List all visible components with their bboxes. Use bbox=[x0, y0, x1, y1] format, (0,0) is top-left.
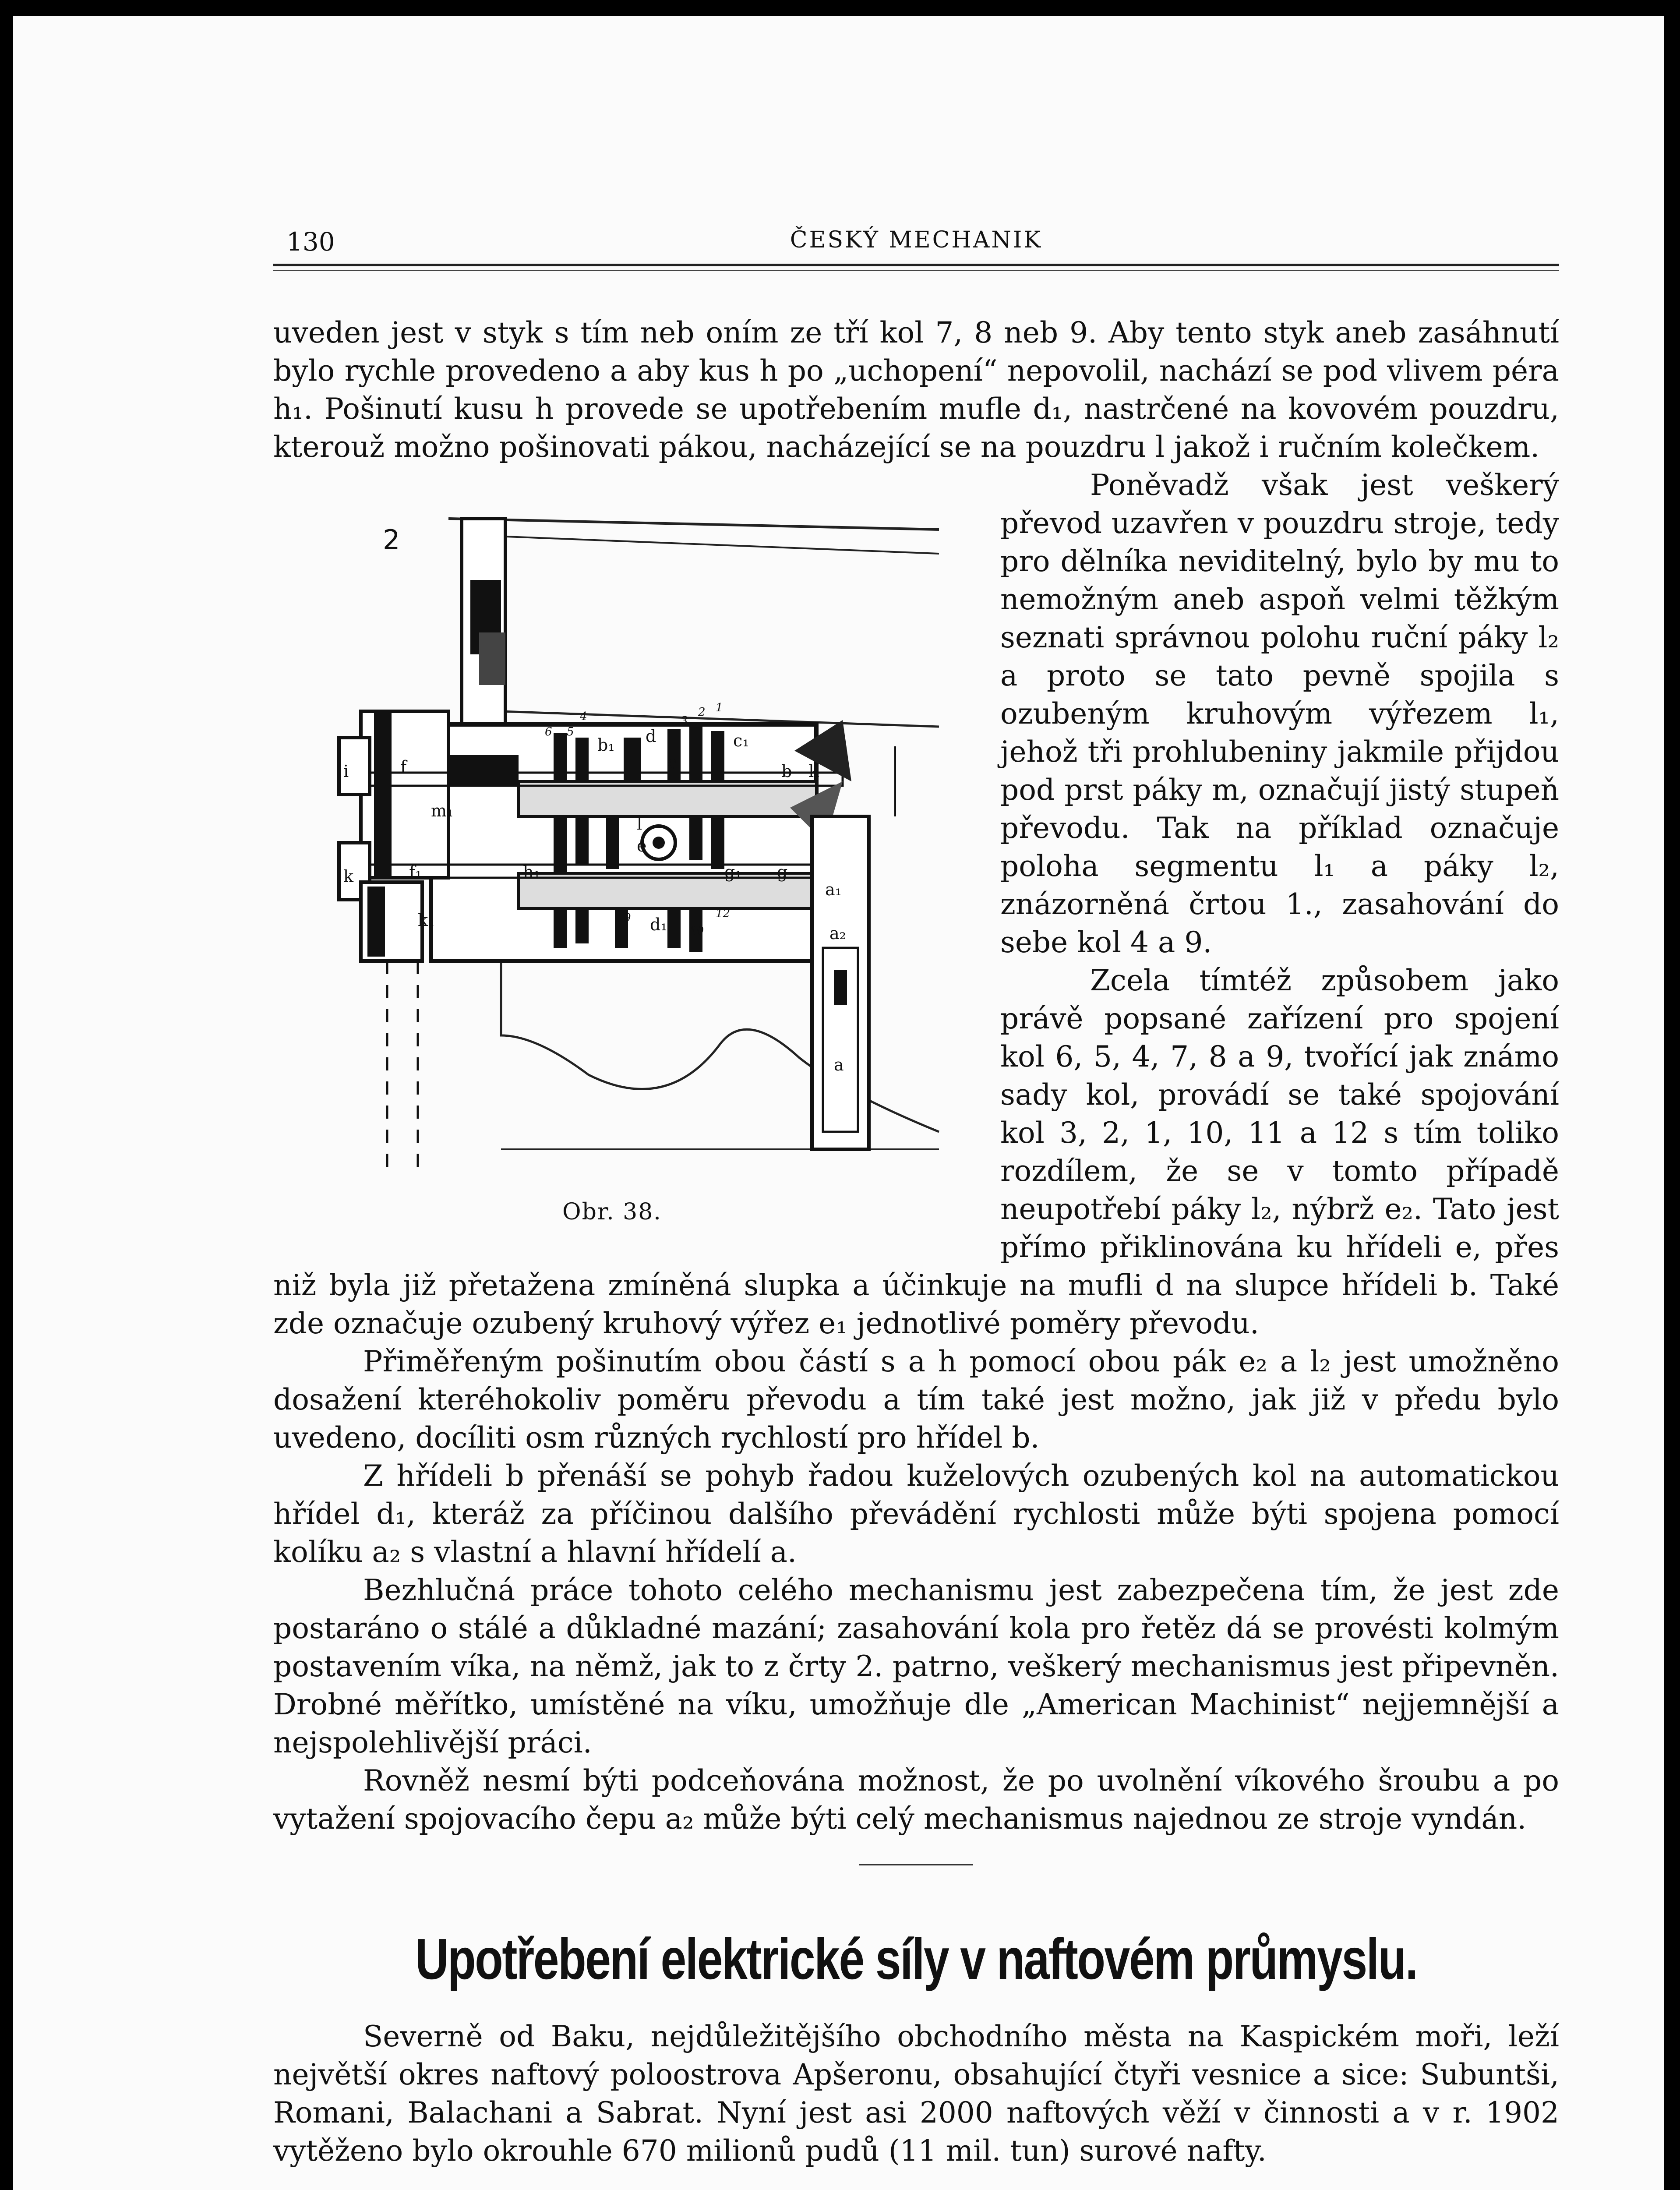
label-12: 12 bbox=[716, 907, 731, 920]
header-rule-thin bbox=[273, 270, 1559, 271]
label-a1: a₁ bbox=[825, 880, 842, 899]
paragraph-3: Zcela tímtéž způsobem jako právě popsané zařízení pro spojení kol 6, 5, 4, 7, 8 a 9, tvořící jak známo sady kol, provádí se také spojování kol 3, 2, 1, 10, 11 a 12 s tím toliko rozdílem, že se v tomto případě neupotřebí páky l₂, nýbrž e₂. Tato jest přímo přiklinována ku hřídeli e, přes niž byla již přetažena zmíněná slupka a účinkuje na mufli d na slupce hřídeli b. Také zde označuje ozubený kruhový výřez e₁ jednotlivé poměry převodu. bbox=[273, 964, 1559, 1340]
paragraph-1: uveden jest v styk s tím neb oním ze tří kol 7, 8 neb 9. Aby tento styk aneb zasáhnutí bylo rychle provedeno a aby kus h po „uchopení“ nepovolil, nachází se pod vlivem péra h₁. Pošinutí kusu h provede se upotřebením mufle d₁, nastrčené na kovovém pouzdru, kterouž možno pošinovati pákou, nacházející se na pouzdru l jakož i ručním kolečkem. bbox=[273, 316, 1559, 464]
label-g: g bbox=[777, 862, 788, 882]
label-6: 6 bbox=[545, 725, 552, 738]
label-d: d bbox=[646, 727, 656, 746]
label-10: 10 bbox=[689, 925, 704, 938]
label-1: 1 bbox=[716, 701, 723, 714]
figure-caption: Obr. 38. bbox=[562, 1199, 662, 1225]
section-separator bbox=[859, 1864, 973, 1865]
figure-number: 2 bbox=[383, 524, 400, 556]
label-i: i bbox=[343, 762, 349, 781]
machine-drawing bbox=[273, 466, 983, 1202]
label-d1: d₁ bbox=[650, 915, 667, 934]
label-e: e bbox=[637, 836, 647, 855]
paragraph-2: Poněvadž však jest veškerý převod uzavřen v pouzdru stroje, tedy pro dělníka neviditelný, bylo by mu to nemožným aneb aspoň velmi těžkým seznati správnou polohu ruční páky l₂ a proto se tato pevně spojila s ozubeným kruhovým výřezem l₁, jehož tři prohlubeniny jakmile přijdou pod prst páky m, označují jistý stupeň převodu. Tak na příklad označuje poloha segmentu l₁ a páky l₂, znázorněná črtou 1., zasahování do sebe kol 4 a 9. bbox=[1000, 468, 1559, 959]
label-2: 2 bbox=[698, 706, 706, 719]
label-k: k bbox=[343, 867, 354, 886]
label-f1: f₁ bbox=[409, 862, 422, 882]
paragraph-4: Přiměřeným pošinutím obou částí s a h pomocí obou pák e₂ a l₂ jest umožněno dosažení kteréhokoliv poměru převodu a tím také jest možno, jak již v předu bylo uvedeno, docíliti osm různých rychlostí pro hřídel b. bbox=[273, 1345, 1559, 1455]
label-5: 5 bbox=[567, 725, 574, 738]
paragraph-7: Rovněž nesmí býti podceňována možnost, že po uvolnění víkového šroubu a po vytažení spojovacího čepu a₂ může býti celý mechanismus najednou ze stroje vyndán. bbox=[273, 1764, 1559, 1836]
label-l: l bbox=[637, 814, 642, 834]
label-a2: a₂ bbox=[829, 924, 846, 943]
label-m1: m₁ bbox=[431, 801, 454, 820]
paragraph-5: Z hřídeli b přenáší se pohyb řadou kuželových ozubených kol na automatickou hřídel d₁, kteráž za příčinou dalšího převádění rychlosti může býti spojena pomocí kolíku a₂ s vlastní a hlavní hřídelí a. bbox=[273, 1459, 1559, 1569]
page bbox=[13, 16, 1664, 2190]
label-c: c bbox=[667, 753, 677, 772]
label-9: 9 bbox=[624, 911, 631, 925]
label-bk: b—k bbox=[781, 762, 819, 781]
body-text bbox=[273, 314, 1559, 2170]
label-a: a bbox=[834, 1055, 844, 1074]
label-f: f bbox=[400, 757, 407, 777]
label-g1: g₁ bbox=[724, 862, 742, 882]
header-rule bbox=[273, 264, 1559, 266]
running-header bbox=[273, 227, 1559, 262]
label-k1: k₁ bbox=[418, 911, 435, 930]
article-title: Upotřebení elektrické síly v naftovém průmyslu. bbox=[415, 1927, 1417, 1991]
label-4: 4 bbox=[580, 710, 587, 723]
label-b1: b₁ bbox=[597, 735, 615, 755]
paragraph-6: Bezhlučná práce tohoto celého mechanismu jest zabezpečena tím, že jest zde postaráno o stálé a důkladné mazání; zasahování kola pro řetěz dá se provésti kolmým postavením víka, na němž, jak to z črty 2. patrno, veškerý mechanismus jest připevněn. Drobné měřítko, umístěné na víku, umožňuje dle „American Machinist“ nejjemnější a nejspolehlivější práci. bbox=[273, 1573, 1559, 1759]
paragraph-8: Severně od Baku, nejdůležitějšího obchodního města na Kaspickém moři, leží největší okres naftový poloostrova Apšeronu, obsahující čtyři vesnice a sice: Subuntši, Romani, Balachani a Sabrat. Nyní jest asi 2000 naftových věží v činnosti a v r. 1902 vytěženo bylo okrouhle 670 milionů pudů (11 mil. tun) surové nafty. bbox=[273, 2020, 1559, 2168]
label-c1: c₁ bbox=[733, 731, 749, 750]
figure-38 bbox=[273, 466, 983, 1237]
running-title: ČESKÝ MECHANIK bbox=[790, 227, 1043, 253]
label-3: 3 bbox=[681, 714, 688, 728]
label-h1: h₁ bbox=[523, 862, 540, 882]
page-number: 130 bbox=[286, 227, 335, 257]
